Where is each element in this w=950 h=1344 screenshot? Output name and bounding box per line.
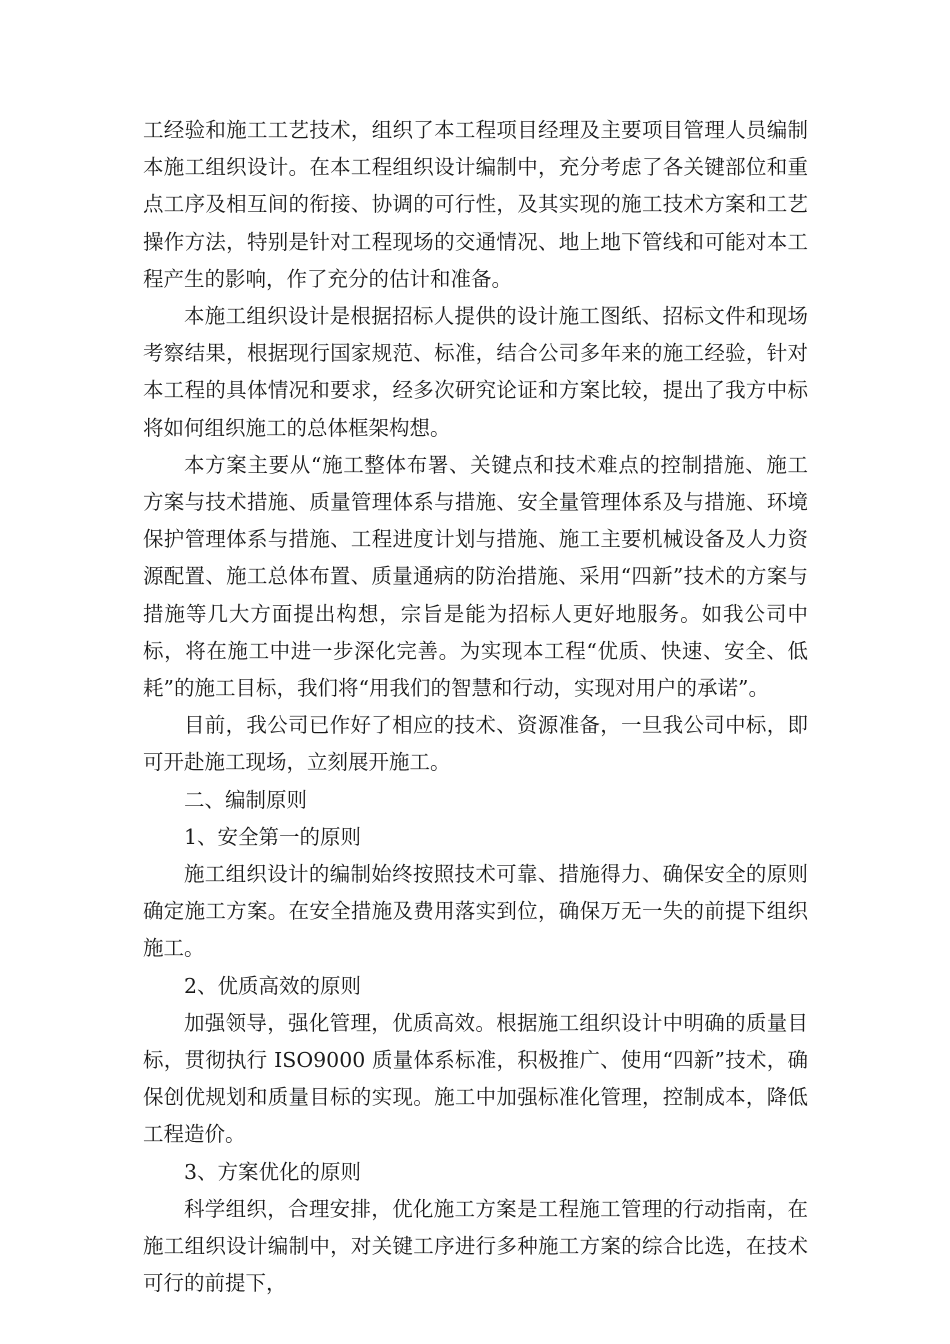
subheading-safety-first: 1、安全第一的原则 (184, 824, 362, 849)
subheading-plan-optimization: 3、方案优化的原则 (184, 1159, 362, 1184)
paragraph-quality-efficiency: 加强领导，强化管理，优质高效。根据施工组织设计中明确的质量目标，贯彻执行 ISO9000 质量体系标准，积极推广、使用“四新”技术，确保创优规划和质量目标的实现。施工中加强标准化管理，控制成本，降低工程造价。 (143, 1010, 808, 1147)
section-heading-principles: 二、编制原则 (184, 787, 307, 812)
paragraph-readiness: 目前，我公司已作好了相应的技术、资源准备，一旦我公司中标，即可开赴施工现场，立刻展开施工。 (143, 713, 808, 775)
subheading-quality-efficiency: 2、优质高效的原则 (184, 973, 362, 998)
paragraph-continuation: 工经验和施工工艺技术，组织了本工程项目经理及主要项目管理人员编制本施工组织设计。在本工程组织设计编制中，充分考虑了各关键部位和重点工序及相互间的衔接、协调的可行性，及其实现的施工技术方案和工艺操作方法，特别是针对工程现场的交通情况、地上地下管线和可能对本工程产生的影响，作了充分的估计和准备。 (143, 118, 808, 291)
paragraph-plan-scope: 本方案主要从“施工整体布署、关键点和技术难点的控制措施、施工方案与技术措施、质量管理体系与措施、安全量管理体系及与措施、环境保护管理体系与措施、工程进度计划与措施、施工主要机械设备及人力资源配置、施工总体布置、质量通病的防治措施、采用“四新”技术的方案与措施等几大方面提出构想，宗旨是能为招标人更好地服务。如我公司中标，将在施工中进一步深化完善。为实现本工程“优质、快速、安全、低耗”的施工目标，我们将“用我们的智慧和行动，实现对用户的承诺”。 (143, 452, 808, 701)
paragraph-safety-first: 施工组织设计的编制始终按照技术可靠、措施得力、确保安全的原则确定施工方案。在安全措施及费用落实到位，确保万无一失的前提下组织施工。 (143, 862, 808, 961)
document-body (143, 112, 808, 1303)
paragraph-plan-optimization: 科学组织，合理安排，优化施工方案是工程施工管理的行动指南，在施工组织设计编制中，对关键工序进行多种施工方案的综合比选，在技术可行的前提下， (143, 1196, 808, 1296)
paragraph-design-basis: 本施工组织设计是根据招标人提供的设计施工图纸、招标文件和现场考察结果，根据现行国家规范、标准，结合公司多年来的施工经验，针对本工程的具体情况和要求，经多次研究论证和方案比较，提出了我方中标将如何组织施工的总体框架构想。 (143, 304, 808, 440)
